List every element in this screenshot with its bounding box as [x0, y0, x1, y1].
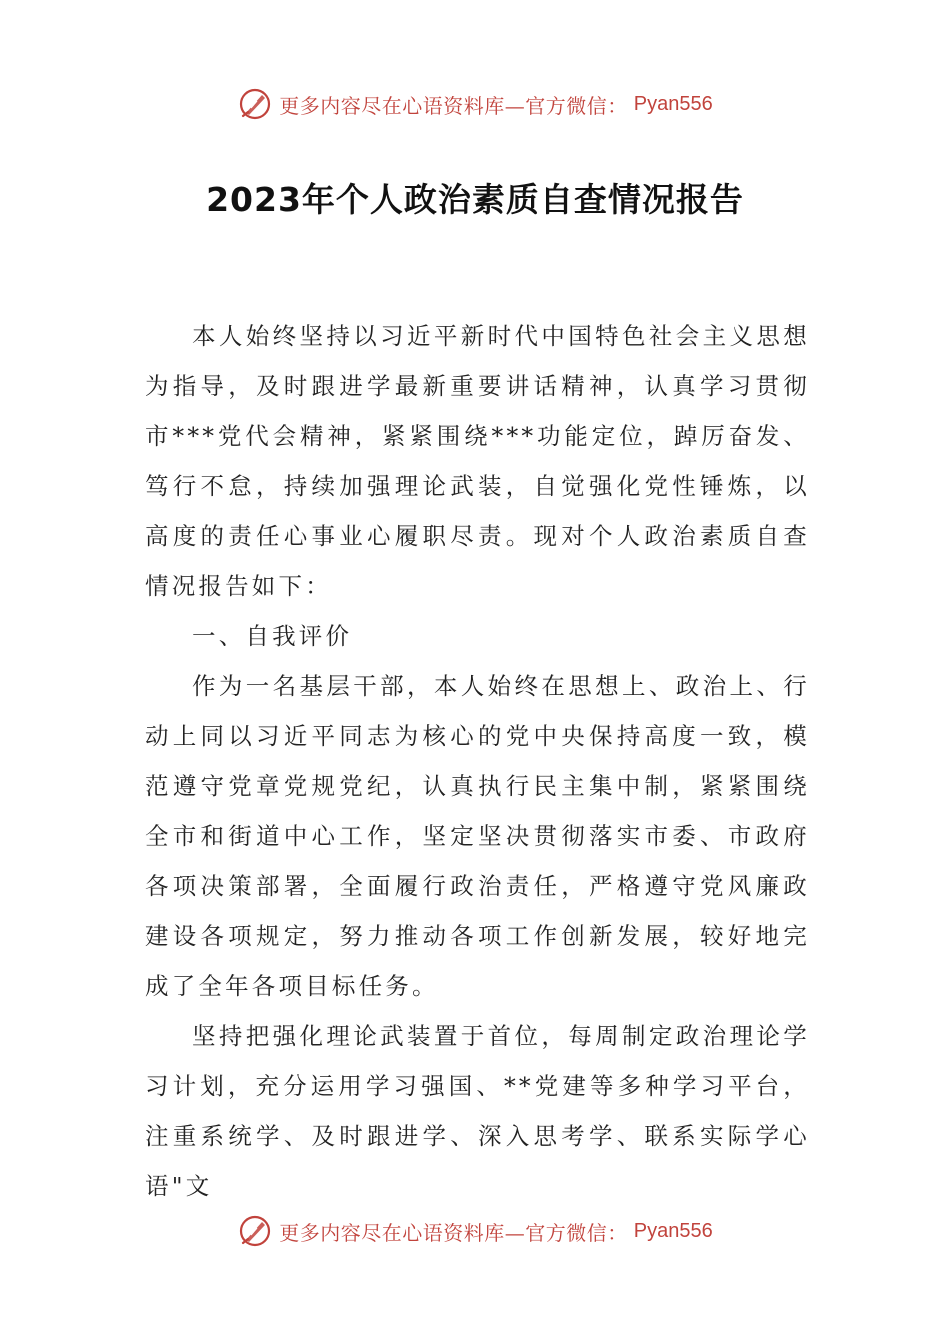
paragraph-theory-study: 坚持把强化理论武装置于首位，每周制定政治理论学习计划，充分运用学习强国、**党建等多种学习平台，注重系统学、及时跟进学、深入思考学、联系实际学心语"文: [145, 1022, 810, 1200]
footer-banner: [0, 1211, 950, 1251]
header-banner-text: 更多内容尽在心语资料库—官方微信：: [279, 93, 628, 118]
section-heading-self-evaluation: 一、自我评价: [192, 622, 353, 650]
quill-pen-icon: [237, 86, 273, 122]
paragraph-intro: 本人始终坚持以习近平新时代中国特色社会主义思想为指导，及时跟进学最新重要讲话精神，认真学习贯彻市***党代会精神，紧紧围绕***功能定位，踔厉奋发、笃行不怠，持续加强理论武装，自觉强化党性锤炼，以高度的责任心事业心履职尽责。现对个人政治素质自查情况报告如下：: [145, 322, 810, 600]
paragraph-self-evaluation: 作为一名基层干部，本人始终在思想上、政治上、行动上同以习近平同志为核心的党中央保持高度一致，模范遵守党章党规党纪，认真执行民主集中制，紧紧围绕全市和街道中心工作，坚定坚决贯彻落实市委、市政府各项决策部署，全面履行政治责任，严格遵守党风廉政建设各项规定，努力推动各项工作创新发展，较好地完成了全年各项目标任务。: [145, 672, 810, 1000]
footer-banner-wechat-id: Pyan556: [633, 1219, 713, 1242]
header-banner-wechat-id: Pyan556: [633, 92, 713, 115]
document-body: [145, 311, 810, 1211]
footer-banner-text: 更多内容尽在心语资料库—官方微信：: [279, 1220, 628, 1245]
quill-pen-icon: [237, 1213, 273, 1249]
header-banner: [0, 84, 950, 124]
document-title: 2023年个人政治素质自查情况报告: [206, 180, 744, 219]
